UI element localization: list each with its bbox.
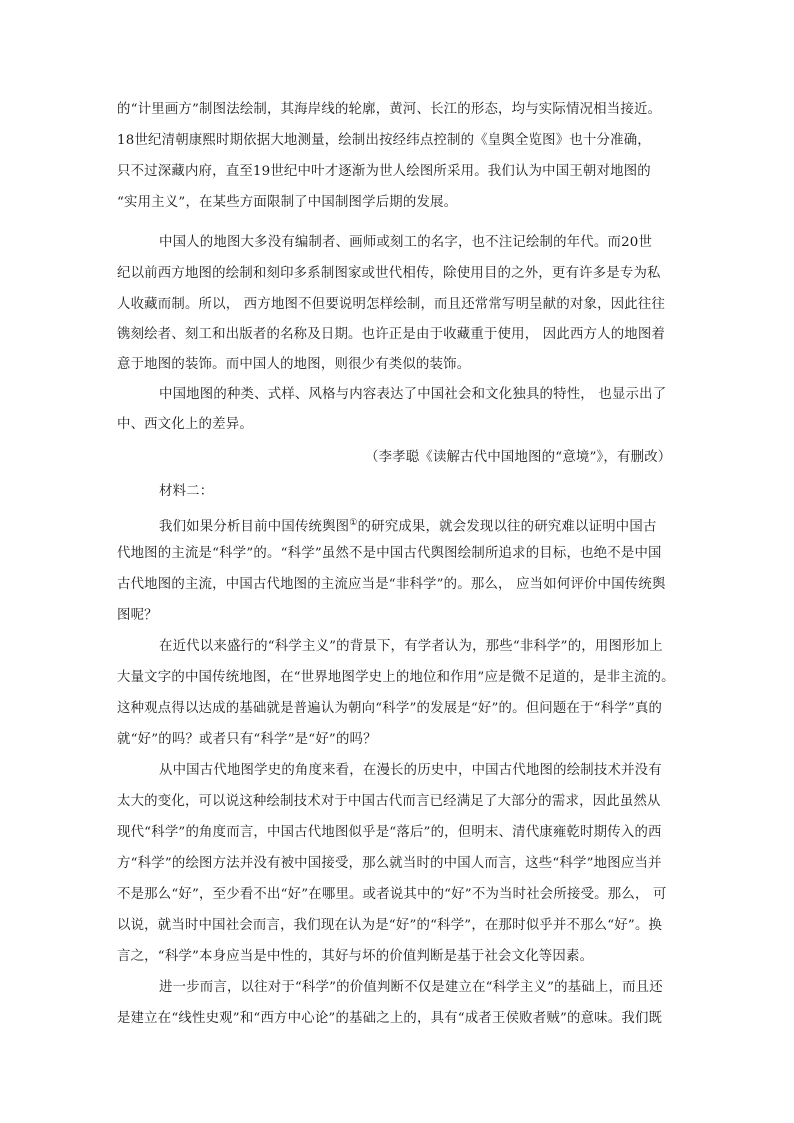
text-line: 中国人的地图大多没有编制者、画师或刻工的名字，也不注记绘制的年代。而20世 [159,235,653,250]
text-line: 言之，“科学”本身应当是中性的，其好与坏的价值判断是基于社会文化等因素。 [117,949,594,964]
text-line: 是建立在“线性史观”和“西方中心论”的基础之上的，具有“成者王侯败者贼”的意味。我们既 [117,1011,663,1026]
text-line: 18世纪清朝康熙时期依据大地测量，绘制出按经纬点控制的《皇舆全览图》也十分准确， [117,133,651,148]
text-line: 现代“科学”的角度而言，中国古代地图似乎是“落后”的，但明末、清代康雍乾时期传入的西 [117,825,662,840]
text-line: 就“好”的吗？或者只有“科学”是“好”的吗？ [117,732,377,747]
text-line: 中、西文化上的差异。 [117,417,253,432]
text-line: 这种观点得以达成的基础就是普遍认为朝向“科学”的发展是“好”的。但问题在于“科学”真的 [117,701,663,716]
text-line [159,513,657,537]
text-line: 方“科学”的绘图方法并没有被中国接受，那么就当时的中国人而言，这些“科学”地图应当并 [117,856,662,871]
text-line: 镌刻绘者、刻工和出版者的名称及日期。也许正是由于收藏重于使用， 因此西方人的地图着 [117,327,666,342]
text-line: 代地图的主流是“科学”的。“科学”虽然不是中国古代舆图绘制所追求的目标，也绝不是中国 [117,546,662,561]
text-line: 从中国古代地图学史的角度来看，在漫长的历史中，中国古代地图的绘制技术并没有 [159,763,662,778]
text-segment: 的研究成果，就会发现以往的研究难以证明中国古 [357,519,657,535]
text-line: 进一步而言，以往对于“科学”的价值判断不仅是建立在“科学主义”的基础上，而且还 [159,980,663,995]
text-line: 不是那么“好”，至少看不出“好”在哪里。或者说其中的“好”不为当时社会所接受。那么， 可 [117,887,667,902]
text-line: 的“计里画方”制图法绘制，其海岸线的轮廓，黄河、长江的形态，均与实际情况相当接近。 [117,102,662,117]
text-line: 中国地图的种类、式样、风格与内容表达了中国社会和文化独具的特性， 也显示出了 [159,387,667,402]
text-line: 在近代以来盛行的“科学主义”的背景下，有学者认为，那些“非科学”的，用图形加上 [159,639,663,654]
text-line: 图呢？ [117,608,158,623]
text-line: “实用主义”，在某些方面限制了中国制图学后期的发展。 [117,195,458,210]
footnote-mark: ① [349,518,358,528]
text-line: 人收藏而制。所以， 西方地图不但要说明怎样绘制，而且还常常写明呈献的对象，因此往往 [117,297,666,312]
text-line: 纪以前西方地图的绘制和刻印多系制图家或世代相传，除使用目的之外，更有许多是专为私 [117,266,661,281]
text-line: 古代地图的主流，中国古代地图的主流应当是“非科学”的。那么， 应当如何评价中国传统舆 [117,577,666,592]
text-line: 太大的变化，可以说这种绘制技术对于中国古代而言已经满足了大部分的需求，因此虽然从 [117,794,661,809]
text-line: 意于地图的装饰。而中国人的地图，则很少有类似的装饰。 [117,357,471,372]
section-heading: 材料二： [159,484,214,499]
text-line: 以说，就当时中国社会而言，我们现在认为是“好”的“科学”，在那时似乎并不那么“好”。换 [117,918,663,933]
text-line: 只不过深藏内府，直至19世纪中叶才逐渐为世人绘图所采用。我们认为中国王朝对地图的 [117,164,651,179]
text-line: 大量文字的中国传统地图，在“世界地图学史上的地位和作用”应是微不足道的，是非主流的。 [117,670,675,685]
text-segment: 我们如果分析目前中国传统舆图 [159,519,350,535]
citation: （李孝聪《读解古代中国地图的“意境”》，有删改） [365,450,672,465]
